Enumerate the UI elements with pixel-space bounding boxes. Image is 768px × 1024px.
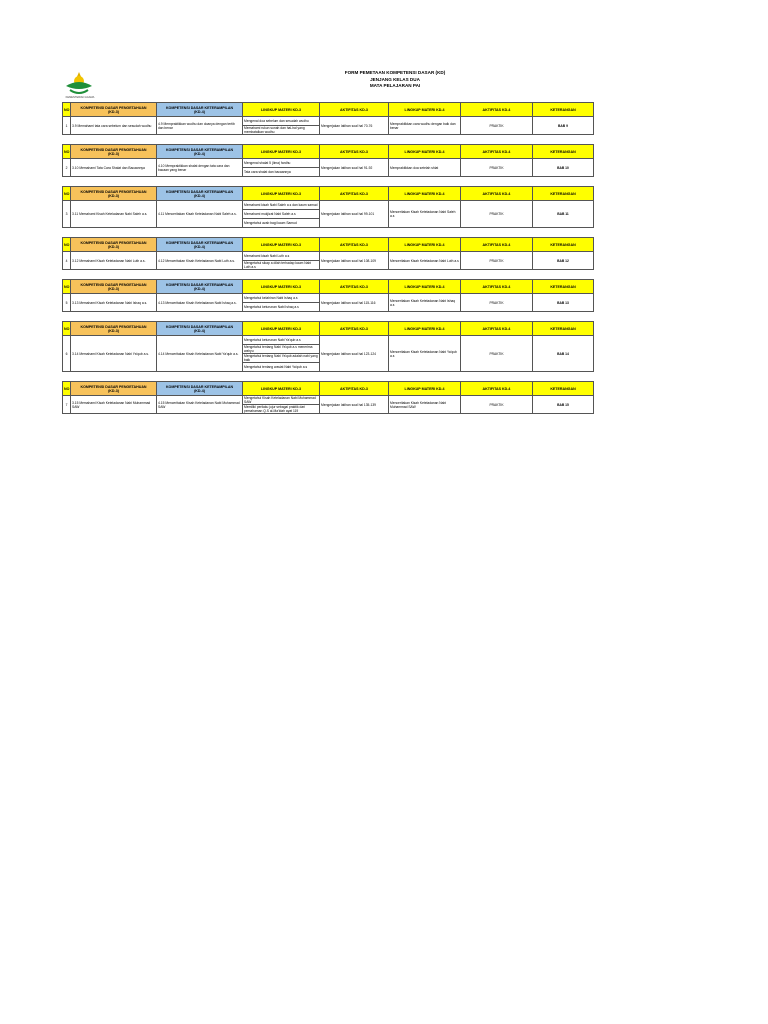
- aktifitas-kd4-text: PRAKTIK: [461, 117, 533, 135]
- lingkup-kd4-text: Menceritakan Kisah Keteladanan Nabi Saleh a.s: [389, 201, 461, 228]
- kd-mapping-tables: [62, 102, 593, 423]
- kd4-text: 4.13 Menceritakan Kisah Keteladanan Nabi Ishaq a.s.: [157, 294, 243, 312]
- aktifitas-kd3-text: Mengerjakan latihan soal hal 70-76: [320, 117, 389, 135]
- col-lingkup-kd4-label: LINGKUP MATERI KD-4: [404, 284, 445, 289]
- col-aktifitas-kd3-label: AKTIFITAS KD-3: [340, 242, 368, 247]
- lingkup-kd3-item: Memahami mukjizat Nabi Saleh a.s: [243, 210, 320, 219]
- kd3-text: 3.11 Memahami Kisah Keteladanan Nabi Saleh a.s.: [71, 201, 157, 228]
- lingkup-kd3-item: Mengetahui keturunan Nabi Ishaq a.s: [243, 303, 320, 312]
- col-aktifitas-kd3-label: AKTIFITAS KD-3: [340, 107, 368, 112]
- col-keterangan-label: KETERANGAN: [550, 107, 576, 112]
- table-row: [63, 201, 594, 210]
- col-lingkup-kd4: [389, 382, 461, 396]
- col-no-label: NO: [64, 242, 70, 247]
- kd4-text: 4.10 Mempraktikkan shalat dengan tata cara dan bacaan yang benar: [157, 159, 243, 177]
- col-kd3-label: KOMPETENSI DASAR PENGETAHUAN: [80, 240, 147, 245]
- row-number: 2: [63, 159, 71, 177]
- lingkup-kd4-text: Mempraktikkan doa setelah shlat: [389, 159, 461, 177]
- aktifitas-kd3-text: Mengerjakan latihan soal hal 91-92: [320, 159, 389, 177]
- col-no: [63, 145, 71, 159]
- table-row: [63, 396, 594, 405]
- keterangan-text: BAB 14: [533, 336, 594, 372]
- col-kd3: [71, 322, 157, 336]
- col-aktifitas-kd3-label: AKTIFITAS KD-3: [340, 386, 368, 391]
- col-aktifitas-kd3: [320, 238, 389, 252]
- aktifitas-kd3-text: Mengerjakan latihan soal hal 108-109: [320, 252, 389, 270]
- col-keterangan: [533, 145, 594, 159]
- col-kd3-label: KOMPETENSI DASAR PENGETAHUAN: [80, 105, 147, 110]
- col-kd4-label: KOMPETENSI DASAR KETERAMPILAN: [165, 105, 234, 110]
- col-lingkup-kd3-label: LINGKUP MATERI KD-3: [261, 191, 301, 196]
- lingkup-kd4-text: Menceritakan Kisah Keteladanan Nabi Ya'qub a.s: [389, 336, 461, 372]
- lingkup-kd3-item: Mengenal shalat 5 (lima) fardhu: [243, 159, 320, 168]
- lingkup-kd3-item: Tata cara shalat dan bacaannya: [243, 168, 320, 177]
- keterangan-text: BAB 11: [533, 201, 594, 228]
- col-lingkup-kd4: [389, 187, 461, 201]
- col-keterangan: [533, 322, 594, 336]
- row-number: 3: [63, 201, 71, 228]
- kd-table: [62, 381, 594, 414]
- col-lingkup-kd4: [389, 322, 461, 336]
- col-aktifitas-kd3: [320, 187, 389, 201]
- kd3-text: 3.9 Memahami tata cara sebelum dan sesudah wudhu: [71, 117, 157, 135]
- col-kd4: [157, 280, 243, 294]
- col-aktifitas-kd4: [461, 103, 533, 117]
- keterangan-text: BAB 13: [533, 294, 594, 312]
- kd-table: [62, 237, 594, 270]
- col-kd3-label: KOMPETENSI DASAR PENGETAHUAN: [80, 147, 147, 152]
- col-no-label: NO: [64, 386, 70, 391]
- col-lingkup-kd4: [389, 103, 461, 117]
- kd4-text: 4.9 Mempraktikkan wudhu dan doanya dengan tertib dan benar: [157, 117, 243, 135]
- col-aktifitas-kd4: [461, 322, 533, 336]
- col-lingkup-kd3-label: LINGKUP MATERI KD-3: [261, 386, 301, 391]
- aktifitas-kd4-text: PRAKTIK: [461, 159, 533, 177]
- col-lingkup-kd3: [243, 238, 320, 252]
- col-aktifitas-kd4-label: AKTIFITAS KD-4: [482, 191, 511, 196]
- lingkup-kd3-item: Memahami kisah Nabi Luth a.s: [243, 252, 320, 261]
- lingkup-kd3-item: Memahami kisah Nabi Saleh a.s dan kaum samud: [243, 201, 320, 210]
- col-aktifitas-kd4: [461, 238, 533, 252]
- row-number: 1: [63, 117, 71, 135]
- col-aktifitas-kd4-label: AKTIFITAS KD-4: [482, 149, 511, 154]
- col-kd3-label: (KD-3): [108, 193, 119, 198]
- lingkup-kd3-item: Mengetahui tentang wasiat Nabi Ya'qub a.s: [243, 363, 320, 372]
- kd-table: [62, 186, 594, 228]
- col-lingkup-kd4-label: LINGKUP MATERI KD-4: [404, 242, 445, 247]
- form-grade: JENJANG KELAS DUA: [370, 76, 420, 82]
- col-aktifitas-kd4-label: AKTIFITAS KD-4: [482, 386, 511, 391]
- kd3-text: 3.14 Memahami Kisah Keteladanan Nabi Ya'qub a.s.: [71, 336, 157, 372]
- col-kd4: [157, 322, 243, 336]
- col-kd3-label: (KD-3): [108, 286, 119, 291]
- kd-table: [62, 102, 594, 135]
- col-keterangan-label: KETERANGAN: [550, 242, 576, 247]
- col-aktifitas-kd4: [461, 187, 533, 201]
- table-row: [63, 252, 594, 261]
- kd-table: [62, 321, 594, 372]
- col-kd4-label: KOMPETENSI DASAR KETERAMPILAN: [165, 324, 234, 329]
- col-lingkup-kd4-label: LINGKUP MATERI KD-4: [404, 191, 445, 196]
- kd3-text: 3.10 Memahami Tata Cara Shalat dan Bacaannya: [71, 159, 157, 177]
- lingkup-kd3-item: Mengetahui kelahiran Nabi Ishaq a.s: [243, 294, 320, 303]
- col-kd4-label: KOMPETENSI DASAR KETERAMPILAN: [165, 240, 234, 245]
- col-keterangan: [533, 187, 594, 201]
- col-lingkup-kd3: [243, 187, 320, 201]
- kd4-text: 4.15 Menceritakan Kisah Keteladanan Nabi Muhammad SAW: [157, 396, 243, 414]
- form-subject: MATA PELAJARAN PAI: [369, 83, 421, 88]
- col-keterangan: [533, 382, 594, 396]
- col-kd4-label: (KD-4): [194, 244, 205, 249]
- lingkup-kd3-item: Mengetahui Kisah Keteladanan Nabi Muhammad SAW: [243, 396, 320, 405]
- col-aktifitas-kd3: [320, 322, 389, 336]
- col-kd4-label: (KD-4): [194, 286, 205, 291]
- logo-caption: KEMENTERIAN AGAMA: [65, 96, 95, 99]
- kd4-text: 4.14 Menceritakan Kisah Keteladanan Nabi Ya'qub a.s.: [157, 336, 243, 372]
- col-no: [63, 382, 71, 396]
- lingkup-kd4-text: Menceritakan Kisah Keteladanan Nabi Ishaq a.s: [389, 294, 461, 312]
- col-keterangan-label: KETERANGAN: [550, 149, 576, 154]
- col-lingkup-kd4-label: LINGKUP MATERI KD-4: [404, 149, 445, 154]
- col-kd4-label: KOMPETENSI DASAR KETERAMPILAN: [165, 384, 234, 389]
- col-aktifitas-kd3-label: AKTIFITAS KD-3: [340, 284, 368, 289]
- col-kd3-label: (KD-3): [108, 151, 119, 156]
- col-aktifitas-kd4-label: AKTIFITAS KD-4: [482, 284, 511, 289]
- col-aktifitas-kd3-label: AKTIFITAS KD-3: [340, 191, 368, 196]
- col-no: [63, 280, 71, 294]
- lingkup-kd3-item: Mengetahui tentang Nabi Ya'qub adalah nabi yang baik: [244, 354, 318, 362]
- kd3-text: 3.15 Memahami Kisah Keteladanan Nabi Muhammad SAW: [71, 396, 157, 414]
- col-kd4-label: (KD-4): [194, 109, 205, 114]
- kd3-text: 3.13 Memahami Kisah Keteladanan Nabi Ishaq a.s.: [71, 294, 157, 312]
- col-no: [63, 322, 71, 336]
- kd4-text: 4.11 Menceritakan Kisah Keteladanan Nabi Saleh a.s.: [157, 201, 243, 228]
- lingkup-kd3-item: Memahami rukun sunah dan hal-hal yang membatalkan wudhu: [243, 126, 320, 135]
- col-kd4-label: (KD-4): [194, 193, 205, 198]
- col-kd4-label: (KD-4): [194, 328, 205, 333]
- col-kd3: [71, 187, 157, 201]
- col-lingkup-kd3: [243, 103, 320, 117]
- col-lingkup-kd4-label: LINGKUP MATERI KD-4: [404, 107, 445, 112]
- col-no: [63, 238, 71, 252]
- col-no-label: NO: [64, 149, 70, 154]
- col-lingkup-kd4: [389, 238, 461, 252]
- aktifitas-kd4-text: PRAKTIK: [461, 252, 533, 270]
- col-kd3: [71, 382, 157, 396]
- col-keterangan-label: KETERANGAN: [550, 284, 576, 289]
- aktifitas-kd3-text: Mengerjakan latihan soal hal 123-124: [320, 336, 389, 372]
- col-aktifitas-kd4-label: AKTIFITAS KD-4: [482, 107, 511, 112]
- col-kd3-label: (KD-3): [108, 388, 119, 393]
- col-no: [63, 187, 71, 201]
- col-kd3-label: KOMPETENSI DASAR PENGETAHUAN: [80, 324, 147, 329]
- col-kd4-label: KOMPETENSI DASAR KETERAMPILAN: [165, 147, 234, 152]
- col-kd4-label: (KD-4): [194, 151, 205, 156]
- col-no-label: NO: [64, 326, 70, 331]
- col-keterangan: [533, 238, 594, 252]
- col-kd4-label: KOMPETENSI DASAR KETERAMPILAN: [165, 282, 234, 287]
- col-lingkup-kd4: [389, 145, 461, 159]
- row-number: 6: [63, 336, 71, 372]
- kd4-text: 4.12 Menceritakan Kisah Keteladanan Nabi Luth a.s.: [157, 252, 243, 270]
- row-number: 4: [63, 252, 71, 270]
- col-lingkup-kd4-label: LINGKUP MATERI KD-4: [404, 386, 445, 391]
- col-lingkup-kd3-label: LINGKUP MATERI KD-3: [261, 326, 301, 331]
- keterangan-text: BAB 12: [533, 252, 594, 270]
- col-kd4: [157, 187, 243, 201]
- lingkup-kd3-item: Mengetahui keturunan Nabi Ya'qub a.s: [243, 336, 320, 345]
- col-aktifitas-kd3: [320, 382, 389, 396]
- kd-table: [62, 279, 594, 312]
- lingkup-kd3-item: Mengenal doa sebelum dan sesudah wudhu: [243, 117, 320, 126]
- col-kd3-label: (KD-3): [108, 109, 119, 114]
- col-lingkup-kd3: [243, 280, 320, 294]
- kemenag-emblem-icon: [62, 70, 96, 98]
- col-aktifitas-kd4-label: AKTIFITAS KD-4: [482, 242, 511, 247]
- lingkup-kd3-item: Memiliki perilaku jujur sebagai praktik dari pemahaman Q.S al-Ma'idah ayat 119: [243, 405, 320, 414]
- kemenag-logo: [62, 70, 96, 98]
- col-lingkup-kd3: [243, 382, 320, 396]
- kd-table: [62, 144, 594, 177]
- col-lingkup-kd3-label: LINGKUP MATERI KD-3: [261, 107, 301, 112]
- col-kd3: [71, 238, 157, 252]
- col-aktifitas-kd3: [320, 145, 389, 159]
- aktifitas-kd3-text: Mengerjakan latihan soal hal 99-101: [320, 201, 389, 228]
- aktifitas-kd4-text: PRAKTIK: [461, 294, 533, 312]
- lingkup-kd4-text: Menceritakan Kisah Keteladanan Nabi Muhammad SAW: [389, 396, 461, 414]
- kd3-text: 3.12 Memahami Kisah Keteladanan Nabi Luth a.s.: [71, 252, 157, 270]
- col-keterangan: [533, 280, 594, 294]
- table-row: [63, 336, 594, 345]
- col-no-label: NO: [64, 284, 70, 289]
- col-no: [63, 103, 71, 117]
- col-keterangan-label: KETERANGAN: [550, 191, 576, 196]
- col-kd3: [71, 103, 157, 117]
- form-header: [300, 70, 490, 90]
- form-title: FORM PEMETAAN KOMPETENSI DASAR (KD): [344, 70, 446, 75]
- col-kd4-label: KOMPETENSI DASAR KETERAMPILAN: [165, 189, 234, 194]
- col-aktifitas-kd3-label: AKTIFITAS KD-3: [340, 326, 368, 331]
- table-row: [63, 294, 594, 303]
- col-lingkup-kd3: [243, 145, 320, 159]
- col-no-label: NO: [64, 191, 70, 196]
- col-kd4: [157, 145, 243, 159]
- table-row: [63, 159, 594, 168]
- col-kd3-label: KOMPETENSI DASAR PENGETAHUAN: [80, 384, 147, 389]
- keterangan-text: BAB 15: [533, 396, 594, 414]
- col-lingkup-kd4-label: LINGKUP MATERI KD-4: [404, 326, 445, 331]
- col-lingkup-kd4: [389, 280, 461, 294]
- col-aktifitas-kd3: [320, 280, 389, 294]
- col-no-label: NO: [64, 107, 70, 112]
- col-aktifitas-kd3: [320, 103, 389, 117]
- col-lingkup-kd3-label: LINGKUP MATERI KD-3: [261, 242, 301, 247]
- col-aktifitas-kd3-label: AKTIFITAS KD-3: [340, 149, 368, 154]
- keterangan-text: BAB 9: [533, 117, 594, 135]
- col-aktifitas-kd4: [461, 145, 533, 159]
- col-kd3-label: (KD-3): [108, 328, 119, 333]
- col-kd4: [157, 238, 243, 252]
- col-aktifitas-kd4-label: AKTIFITAS KD-4: [482, 326, 511, 331]
- lingkup-kd3-item: Mengetahui tentang Nabi Ya'qub a.s menerima wahyu: [243, 345, 320, 354]
- col-kd3-label: (KD-3): [108, 244, 119, 249]
- keterangan-text: BAB 10: [533, 159, 594, 177]
- lingkup-kd4-text: Mempraktikkan cara wudhu dengan baik dan benar: [389, 117, 461, 135]
- row-number: 5: [63, 294, 71, 312]
- aktifitas-kd4-text: PRAKTIK: [461, 201, 533, 228]
- col-kd3-label: KOMPETENSI DASAR PENGETAHUAN: [80, 189, 147, 194]
- col-aktifitas-kd4: [461, 280, 533, 294]
- aktifitas-kd3-text: Mengerjakan latihan soal hal 115-116: [320, 294, 389, 312]
- col-kd4: [157, 103, 243, 117]
- lingkup-kd3-item: Mengetahui sikap a dilah terhadap kaum Nabi Luth a.s: [243, 261, 320, 270]
- col-lingkup-kd3-label: LINGKUP MATERI KD-3: [261, 284, 301, 289]
- col-kd3: [71, 280, 157, 294]
- lingkup-kd3-item: Mengetahui azab bagi kaum Samud: [243, 219, 320, 228]
- col-keterangan-label: KETERANGAN: [550, 386, 576, 391]
- lingkup-kd4-text: Menceritakan Kisah Keteladanan Nabi Luth a.s: [389, 252, 461, 270]
- col-keterangan-label: KETERANGAN: [550, 326, 576, 331]
- aktifitas-kd4-text: PRAKTIK: [461, 396, 533, 414]
- col-kd3: [71, 145, 157, 159]
- row-number: 7: [63, 396, 71, 414]
- col-lingkup-kd3-label: LINGKUP MATERI KD-3: [261, 149, 301, 154]
- col-lingkup-kd3: [243, 322, 320, 336]
- aktifitas-kd3-text: Mengerjakan latihan soal hal 135-139: [320, 396, 389, 414]
- col-aktifitas-kd4: [461, 382, 533, 396]
- col-keterangan: [533, 103, 594, 117]
- table-row: [63, 117, 594, 126]
- col-kd4-label: (KD-4): [194, 388, 205, 393]
- aktifitas-kd4-text: PRAKTIK: [461, 336, 533, 372]
- col-kd4: [157, 382, 243, 396]
- col-kd3-label: KOMPETENSI DASAR PENGETAHUAN: [80, 282, 147, 287]
